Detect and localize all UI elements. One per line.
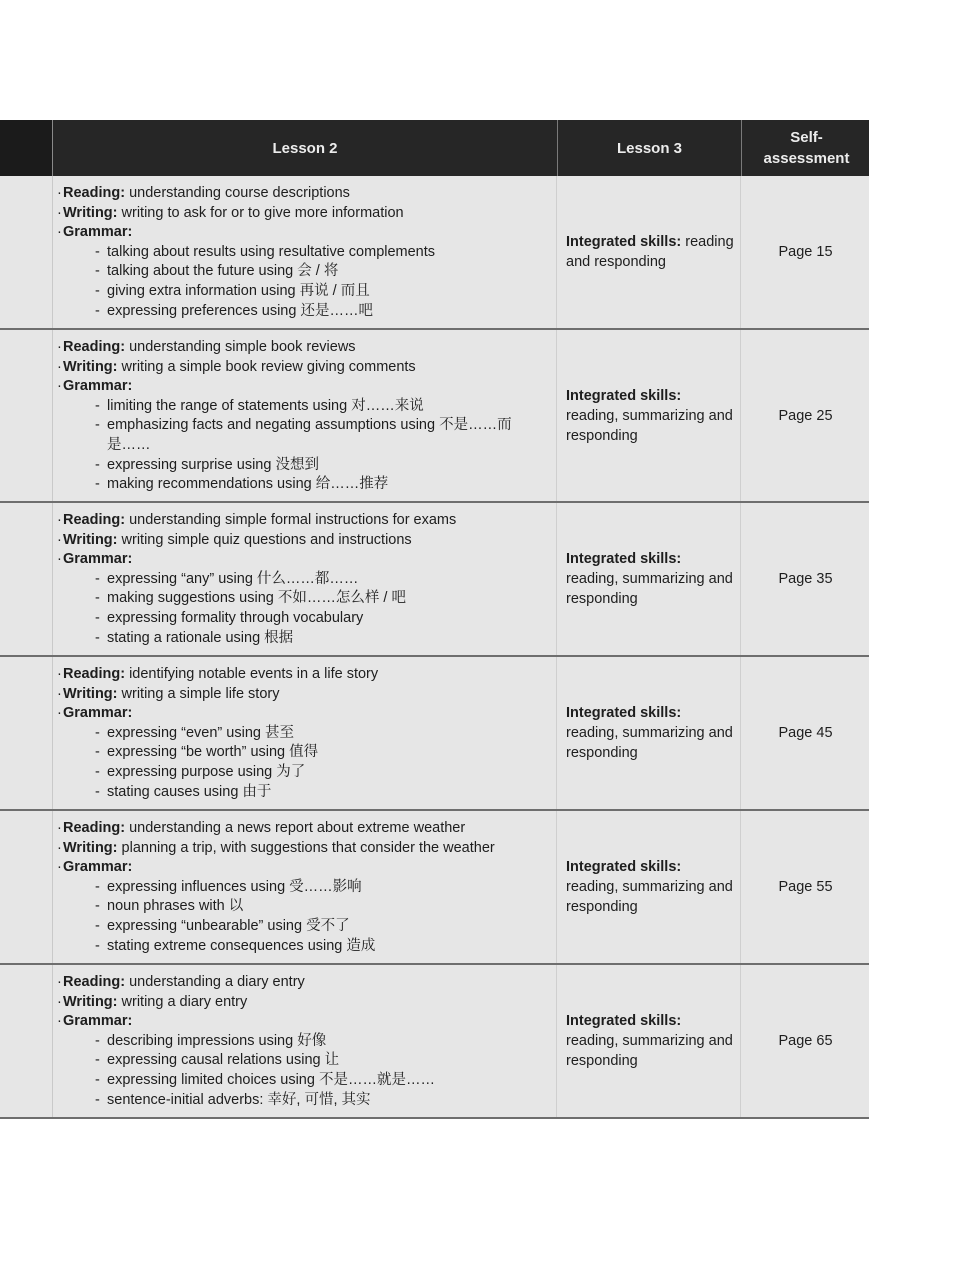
table-row: [0, 965, 869, 1119]
grammar-item: - stating extreme consequences using 造成: [95, 937, 376, 954]
writing-line: · Writing: planning a trip, with suggestions that consider the weather: [57, 839, 495, 856]
integrated-skills: Integrated skills: reading, summarizing and responding: [566, 551, 733, 607]
grammar-item: - describing impressions using 好像: [95, 1032, 327, 1049]
grammar-item: - emphasizing facts and negating assumptions using 不是……而是……: [95, 417, 512, 453]
lesson-2-cell: [53, 811, 557, 963]
self-assessment-cell: [741, 176, 870, 328]
grammar-item: - expressing influences using 受……影响: [95, 878, 362, 895]
table-row: [0, 657, 869, 811]
self-assessment-cell: [741, 503, 870, 655]
reading-line: · Reading: understanding simple formal instructions for exams: [57, 512, 457, 528]
grammar-item: - expressing “unbearable” using 受不了: [95, 917, 350, 934]
integrated-skills: Integrated skills: reading, summarizing and responding: [566, 387, 733, 444]
writing-line: · Writing: writing a diary entry: [57, 993, 248, 1010]
unit-cell: [0, 176, 53, 328]
page-reference: Page 65: [778, 1033, 833, 1049]
grammar-line: · Grammar:: [57, 1013, 133, 1030]
grammar-item: - expressing “even” using 甚至: [95, 724, 294, 741]
lesson-3-cell: [557, 965, 741, 1117]
unit-cell: [0, 330, 53, 501]
lesson-2-cell: [53, 503, 557, 655]
grammar-item: - expressing “any” using 什么……都……: [95, 570, 359, 587]
grammar-item: - talking about the future using 会 / 将: [95, 263, 339, 280]
lesson-3-cell: [557, 176, 741, 328]
header-lesson-2: Lesson 2: [53, 120, 558, 176]
grammar-item: - noun phrases with 以: [95, 898, 244, 915]
grammar-label: Grammar:: [63, 224, 133, 241]
header-self-assessment: [742, 120, 871, 176]
grammar-item: - expressing limited choices using 不是……就是……: [95, 1071, 435, 1088]
lesson-3-cell: [557, 330, 741, 501]
grammar-line: · Grammar:: [57, 224, 133, 241]
grammar-line: · Grammar:: [57, 859, 133, 876]
integrated-skills: Integrated skills: reading, summarizing and responding: [566, 705, 733, 761]
grammar-item: - making suggestions using 不如……怎么样 / 吧: [95, 590, 406, 607]
unit-cell: [0, 965, 53, 1117]
grammar-item: - expressing causal relations using 让: [95, 1052, 340, 1069]
self-assessment-cell: [741, 811, 870, 963]
table-row: [0, 176, 869, 330]
writing-text: writing to ask for or to give more information: [121, 204, 404, 221]
reading-line: · Reading: understanding simple book reviews: [57, 339, 356, 355]
grammar-item: - expressing purpose using 为了: [95, 763, 306, 780]
lesson-3-cell: [557, 657, 741, 809]
page-reference: Page 25: [778, 407, 833, 424]
grammar-item: - stating a rationale using 根据: [95, 629, 294, 646]
reading-text: understanding course descriptions: [129, 185, 350, 201]
integrated-skills: Integrated skills: reading, summarizing and responding: [566, 859, 733, 915]
unit-cell: [0, 811, 53, 963]
grammar-line: · Grammar:: [57, 378, 133, 395]
reading-label: Reading:: [63, 185, 126, 201]
lesson-3-cell: [557, 811, 741, 963]
header-lesson-3: Lesson 3: [558, 120, 742, 176]
lesson-2-cell: [53, 176, 557, 328]
grammar-item: - expressing preferences using 还是……吧: [95, 302, 373, 319]
grammar-item: - giving extra information using 再说 / 而且: [95, 282, 370, 299]
table-header: [0, 120, 869, 176]
lesson-3-cell: [557, 503, 741, 655]
writing-line: · Writing: writing a simple book review giving comments: [57, 358, 416, 375]
lesson-2-cell: [53, 965, 557, 1117]
writing-line: · Writing: writing simple quiz questions and instructions: [57, 531, 412, 548]
table-row: [0, 330, 869, 503]
header-blank-cell: [0, 120, 53, 176]
grammar-item: - expressing formality through vocabulary: [95, 609, 364, 626]
reading-line: · Reading: understanding course descriptions: [57, 185, 350, 201]
writing-line: · Writing: writing to ask for or to give more information: [57, 204, 404, 221]
page-reference: Page 45: [778, 725, 833, 741]
unit-cell: [0, 657, 53, 809]
grammar-item: - stating causes using 由于: [95, 783, 272, 800]
writing-line: · Writing: writing a simple life story: [57, 685, 280, 702]
grammar-line: · Grammar:: [57, 551, 133, 568]
lesson-2-cell: [53, 330, 557, 501]
header-self-assessment-line2: assessment: [763, 150, 850, 167]
integrated-skills: Integrated skills: reading, summarizing and responding: [566, 1013, 733, 1069]
self-assessment-cell: [741, 330, 870, 501]
curriculum-table: [0, 120, 869, 1119]
self-assessment-cell: [741, 657, 870, 809]
integrated-skills: Integrated skills: reading and responding: [566, 234, 734, 270]
grammar-item: - expressing surprise using 没想到: [95, 456, 319, 473]
reading-line: · Reading: understanding a diary entry: [57, 974, 305, 990]
page-reference: Page 55: [778, 879, 833, 895]
lesson-2-cell: [53, 657, 557, 809]
page-reference: Page 15: [778, 244, 833, 260]
reading-line: · Reading: understanding a news report about extreme weather: [57, 820, 466, 836]
reading-line: · Reading: identifying notable events in a life story: [57, 666, 379, 682]
grammar-item: - making recommendations using 给……推荐: [95, 476, 389, 493]
grammar-item: - talking about results using resultative complements: [95, 243, 436, 260]
header-self-assessment-line1: Self-: [790, 129, 823, 146]
grammar-item: - sentence-initial adverbs: 幸好, 可惜, 其实: [95, 1091, 371, 1108]
writing-label: Writing:: [63, 204, 118, 221]
page-reference: Page 35: [778, 571, 833, 587]
unit-cell: [0, 503, 53, 655]
self-assessment-cell: [741, 965, 870, 1117]
grammar-item: - expressing “be worth” using 值得: [95, 744, 319, 761]
table-row: [0, 811, 869, 965]
grammar-item: - limiting the range of statements using 对……来说: [95, 397, 424, 414]
grammar-line: · Grammar:: [57, 705, 133, 722]
table-row: [0, 503, 869, 657]
